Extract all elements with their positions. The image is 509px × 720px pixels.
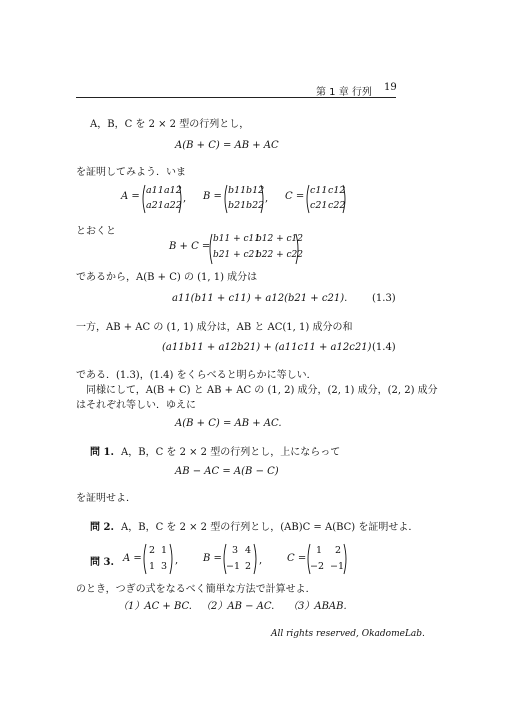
matrix-c-label: C = <box>285 191 305 202</box>
header-rule <box>76 97 396 98</box>
problem3-item-1: （1）AC + BC. <box>118 601 192 612</box>
problem2-text: A，B，C を 2 × 2 型の行列とし，(AB)C = A(BC) を証明せよ． <box>121 522 419 533</box>
problem3-matrix-a-cell: 1 <box>161 545 168 556</box>
matrix-b-cell: b12 <box>246 185 265 196</box>
equation-1-4-tag: (1.4) <box>372 342 396 353</box>
matrix-b-label: B = <box>203 191 222 202</box>
problem1-tail: を証明せよ． <box>76 493 136 504</box>
problem3-matrix-b-cell: −1 <box>226 561 241 572</box>
page-number: 19 <box>384 82 397 93</box>
comma: , <box>183 193 187 204</box>
matrix-a-cell: a21 <box>146 200 164 211</box>
matrix-b-cell: b11 <box>228 185 247 196</box>
bc-sum-label: B + C = <box>169 241 211 252</box>
equation-conclusion: A(B + C) = AB + AC. <box>175 418 282 429</box>
problem3-matrix-a-cell: 3 <box>161 561 168 572</box>
problem3-text: のとき，つぎの式をなるべく簡単な方法で計算せよ． <box>76 584 316 595</box>
problem3-a-label: A = <box>123 553 142 564</box>
toku-line: とおくと <box>76 226 116 237</box>
problem3-matrix-a-cell: 2 <box>149 545 156 556</box>
chapter-title: 第 1 章 行列 <box>316 87 372 98</box>
problem3-c-label: C = <box>287 553 307 564</box>
similar-line-1: 同様にして，A(B + C) と AB + AC の (1, 2) 成分，(2, 1) 成分，(2, 2) 成分 <box>86 385 438 396</box>
matrix-b-cell: b21 <box>228 200 247 211</box>
problem3-item-3: （3）ABAB. <box>288 601 347 612</box>
problem3-label: 問 3. <box>90 557 114 568</box>
problem3-matrix-b <box>221 543 259 575</box>
matrix-c-cell: c22 <box>328 200 346 211</box>
comma: , <box>259 555 263 566</box>
comma: , <box>175 555 179 566</box>
problem3-item-2: （2）AB − AC. <box>201 601 275 612</box>
matrix-b <box>222 184 269 214</box>
footer-copyright: All rights reserved, OkadomeLab. <box>271 629 425 639</box>
equation-distributive: A(B + C) = AB + AC <box>175 140 279 151</box>
component-line: であるから，A(B + C) の (1, 1) 成分は <box>76 272 258 283</box>
problem3-matrix-c-cell: −1 <box>330 561 345 572</box>
matrix-c-cell: c21 <box>310 200 328 211</box>
problem3-matrix-b-cell: 4 <box>245 545 252 556</box>
matrix-c <box>304 184 348 214</box>
matrix-a-cell: a11 <box>146 185 164 196</box>
problem3-matrix-c <box>305 543 349 575</box>
intro-text: A，B，C を 2 × 2 型の行列とし， <box>90 119 250 130</box>
problem3-b-label: B = <box>203 553 222 564</box>
problem2-label: 問 2. <box>90 522 114 533</box>
matrix-a-cell: a12 <box>164 185 182 196</box>
problem3-matrix-c-cell: 2 <box>335 545 342 556</box>
equation-1-3: a11(b11 + c11) + a12(b21 + c21). <box>172 293 348 304</box>
problem3-matrix-a-cell: 1 <box>149 561 156 572</box>
matrix-b-cell: b22 <box>246 200 265 211</box>
prove-line: を証明してみよう．いま <box>76 167 186 178</box>
problem3-matrix-c-cell: −2 <box>310 561 325 572</box>
matrix-bc-cell: b11 + c11 <box>213 234 260 244</box>
other-line: 一方，AB + AC の (1, 1) 成分は，AB と AC(1, 1) 成分の和 <box>76 322 353 333</box>
problem1-text: A，B，C を 2 × 2 型の行列とし，上にならって <box>121 447 341 458</box>
similar-line-2: はそれぞれ等しい．ゆえに <box>76 400 196 411</box>
equation-1-3-tag: (1.3) <box>372 293 396 304</box>
problem3-matrix-a-brackets <box>141 543 175 575</box>
matrix-b-plus-c <box>207 233 301 265</box>
matrix-bc-cell: b22 + c22 <box>256 250 303 260</box>
matrix-c-cell: c11 <box>310 185 328 196</box>
problem1-label: 問 1. <box>90 447 114 458</box>
matrix-a <box>140 184 187 214</box>
matrix-bc-cell: b21 + c21 <box>213 250 260 260</box>
matrix-a-cell: a22 <box>164 200 182 211</box>
problem3-matrix-c-cell: 1 <box>316 545 323 556</box>
comma: , <box>265 193 269 204</box>
problem3-matrix-b-cell: 2 <box>245 561 252 572</box>
matrix-c-cell: c12 <box>328 185 346 196</box>
matrix-a-label: A = <box>121 191 140 202</box>
matrix-bc-cell: b12 + c12 <box>256 234 303 244</box>
problem3-matrix-a <box>141 543 175 575</box>
compare-line: である．(1.3)，(1.4) をくらべると明らかに等しい． <box>76 370 317 381</box>
problem1-equation: AB − AC = A(B − C) <box>175 466 279 477</box>
equation-1-4: (a11b11 + a12b21) + (a11c11 + a12c21) <box>162 342 372 353</box>
problem3-matrix-b-cell: 3 <box>232 545 239 556</box>
